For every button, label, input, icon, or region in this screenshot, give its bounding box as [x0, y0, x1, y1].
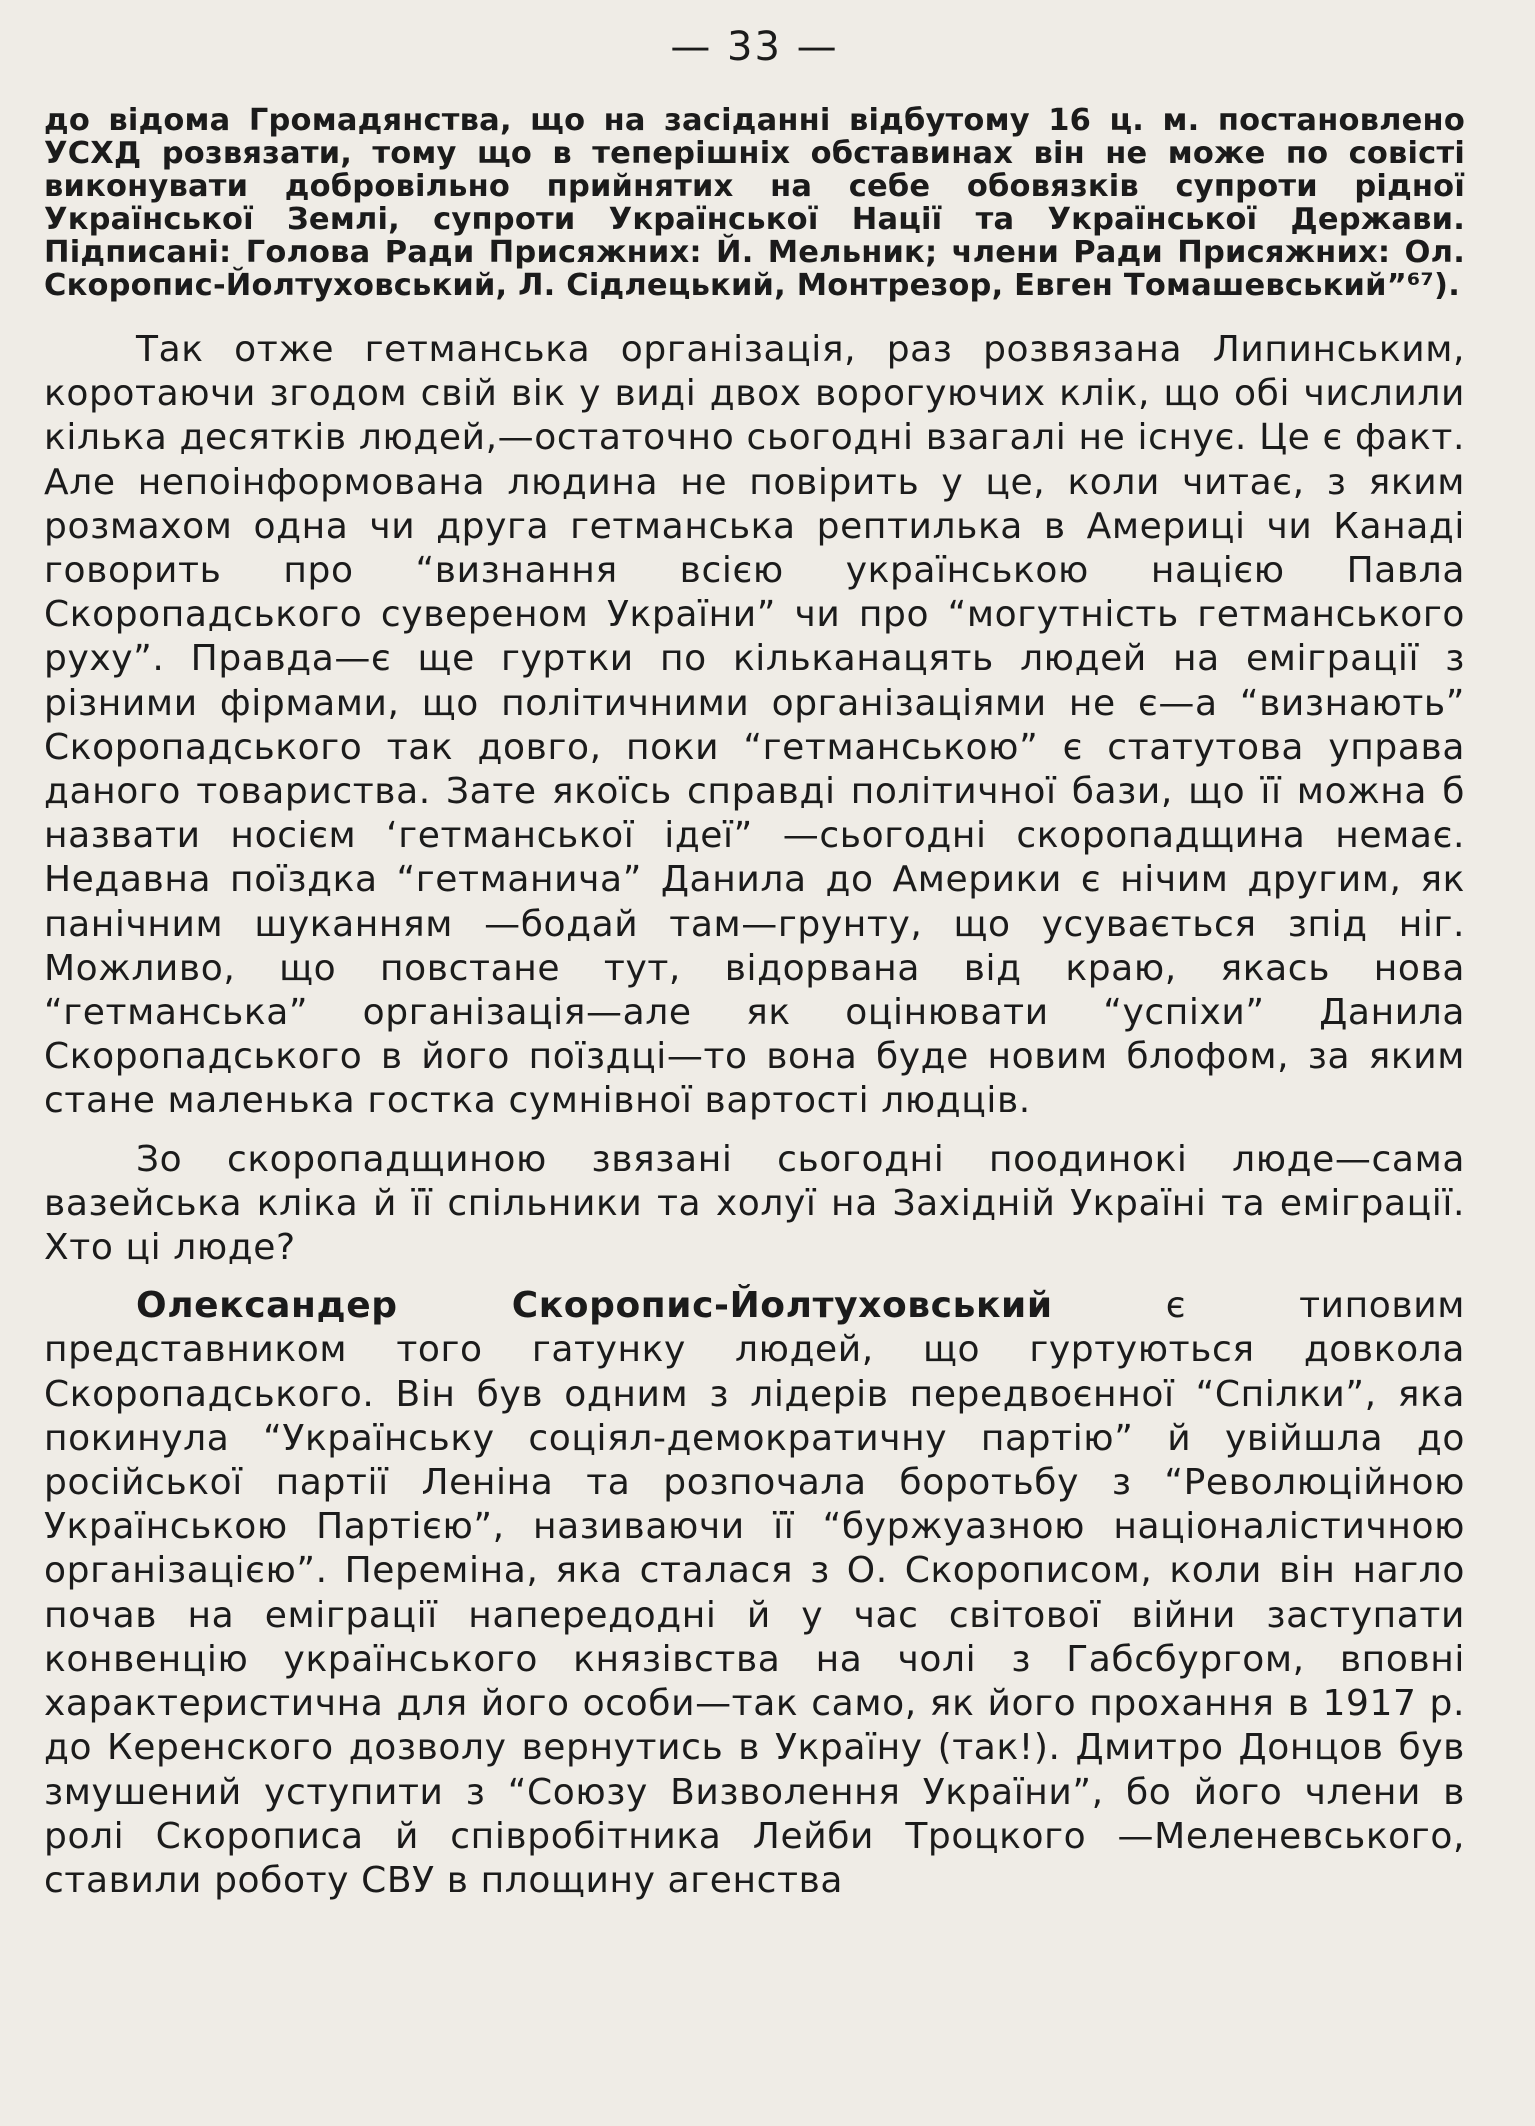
- person-name-bold: Олександер Скоропис-Йолтуховський: [136, 1285, 1053, 1327]
- quoted-declaration-bold: до відома Громадянства, що на засіданні відбутому 16 ц. м. постановлено УСХД розвязати, тому що в теперішніх обставинах він не може по совісті виконувати добровільно прийнятих на себе обовязків супроти рідної Української Землі, супроти Української Нації та Української Держави. Підписані: Голова Ради Присяжних: Й. Мельник; члени Ради Присяжних: Ол. Скоропис-Йолтуховський, Л. Сідлецький, Монтрезор, Евген Томашевський”⁶⁷).: [44, 103, 1465, 303]
- paragraph-skoropadshchyna: Зо скоропадщиною звязані сьогодні поодинокі люде—сама вазейська кліка й її спільники та холуї на Західній Україні та еміграції. Хто ці люде?: [44, 1138, 1465, 1269]
- paragraph-skoropys: [44, 1284, 1465, 1903]
- paragraph-hetman-organization: Так отже гетманська організація, раз розвязана Липинським, коротаючи згодом свій вік у виді двох ворогуючих клік, що обі числили кілька десятків людей,—остаточно сьогодні взагалі не існує. Це є факт. Але непоінформована людина не повірить у це, коли читає, з яким розмахом одна чи друга гетманська рептилька в Америці чи Канаді говорить про “визнання всією українською нацією Павла Скоропадського сувереном України” чи про “могутність гетманського руху”. Правда—є ще гуртки по кільканацять людей на еміграції з різними фірмами, що політичними організаціями не є—а “визнають” Скоропадського так довго, поки “гетманською” є статутова управа даного товариства. Зате якоїсь справді політичної бази, що її можна б назвати носієм ‘гетманської ідеї” —сьогодні скоропадщина немає. Недавна поїздка “гетманича” Данила до Америки є нічим другим, як панічним шуканням —бодай там—грунту, що усувається зпід ніг. Можливо, що повстане тут, відорвана від краю, якась нова “гетманська” організація—але як оцінювати “успіхи” Данила Скоропадського в його поїздці—то вона буде новим блофом, за яким стане маленька гостка сумнівної вартості людців.: [44, 329, 1465, 1122]
- page-number: — 33 —: [670, 24, 839, 70]
- paragraph-skoropys-text: є типовим представником того гатунку людей, що гуртуються довкола Скоропадського. Він був одним з лідерів передвоєнної “Спілки”, яка покинула “Українську соціял-демократичну партію” й увійшла до російської партії Леніна та розпочала боротьбу з “Революційною Українською Партією”, називаючи її “буржуазною націоналістичною організацією”. Переміна, яка сталася з О. Скорописом, коли він нагло почав на еміграції напередодні й у час світової війни заступати конвенцію українського князівства на чолі з Габсбургом, вповні характеристична для його особи—так само, як його прохання в 1917 р. до Керенского дозволу вернутись в Україну (так!). Дмитро Донцов був змушений уступити з “Союзу Визволення України”, бо його члени в ролі Скорописа й співробітника Лейби Троцкого —Меленевського, ставили роботу СВУ в площину агенства: [44, 1285, 1465, 1901]
